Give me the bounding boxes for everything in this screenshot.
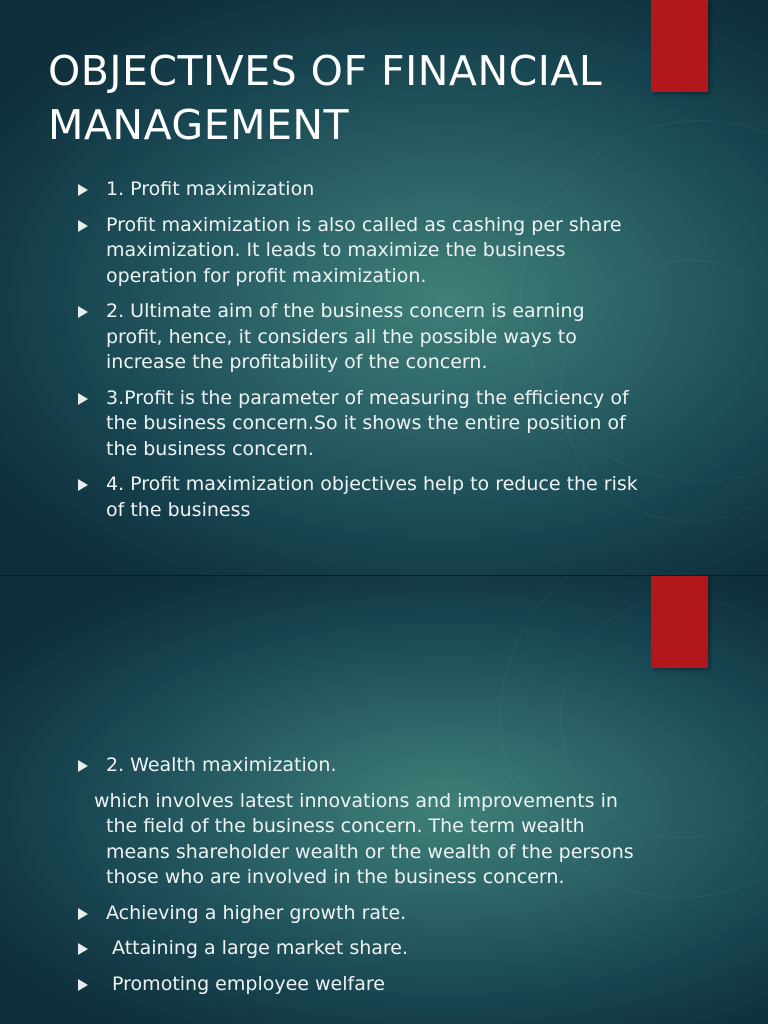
bullet-text: 3.Profit is the parameter of measuring the efficiency of the business concern.So it shows the entire position of the business concern. — [106, 386, 629, 460]
bullet-arrow-icon — [78, 908, 88, 920]
bullet-text: Attaining a large market share. — [106, 937, 409, 959]
bullet-arrow-icon — [78, 220, 88, 232]
bullet-item — [78, 972, 638, 998]
bullet-arrow-icon — [78, 479, 88, 491]
bullet-arrow-icon — [78, 393, 88, 405]
bullet-text: Profit maximization is also called as cashing per share maximization. It leads to maximize the business operation for profit maximization. — [106, 213, 622, 287]
bullet-list — [78, 753, 638, 1007]
paragraph-text: which involves latest innovations and improvements in the field of the business concern. The term wealth means shareholder wealth or the wealth of the persons those who are involved in the business concern. — [94, 789, 634, 888]
bullet-item — [78, 386, 638, 463]
slide-title: OBJECTIVES OF FINANCIAL MANAGEMENT — [48, 47, 603, 149]
bullet-arrow-icon — [78, 760, 88, 772]
bullet-list — [78, 177, 638, 533]
bullet-item — [78, 753, 638, 779]
bullet-text: 4. Profit maximization objectives help to reduce the risk of the business — [106, 473, 638, 521]
bullet-arrow-icon — [78, 306, 88, 318]
red-accent-tab — [651, 576, 708, 668]
bullet-item — [78, 472, 638, 523]
bullet-text: 2. Ultimate aim of the business concern is earning profit, hence, it considers all the possible ways to increase the profitability of the concern. — [106, 300, 585, 373]
bullet-text: Achieving a higher growth rate. — [106, 901, 407, 924]
slide-2 — [0, 576, 768, 1024]
bullet-text: 1. Profit maximization — [106, 178, 315, 200]
bullet-arrow-icon — [78, 979, 88, 991]
bullet-item — [78, 901, 638, 927]
bullet-item — [78, 177, 638, 203]
bullet-item — [78, 936, 638, 962]
red-accent-tab — [651, 0, 708, 92]
bullet-text: 2. Wealth maximization. — [106, 754, 337, 776]
bullet-arrow-icon — [78, 184, 88, 196]
bullet-item — [78, 213, 638, 290]
bullet-text: Promoting employee welfare — [106, 972, 385, 995]
bullet-item — [78, 299, 638, 376]
bullet-arrow-icon — [78, 943, 88, 955]
